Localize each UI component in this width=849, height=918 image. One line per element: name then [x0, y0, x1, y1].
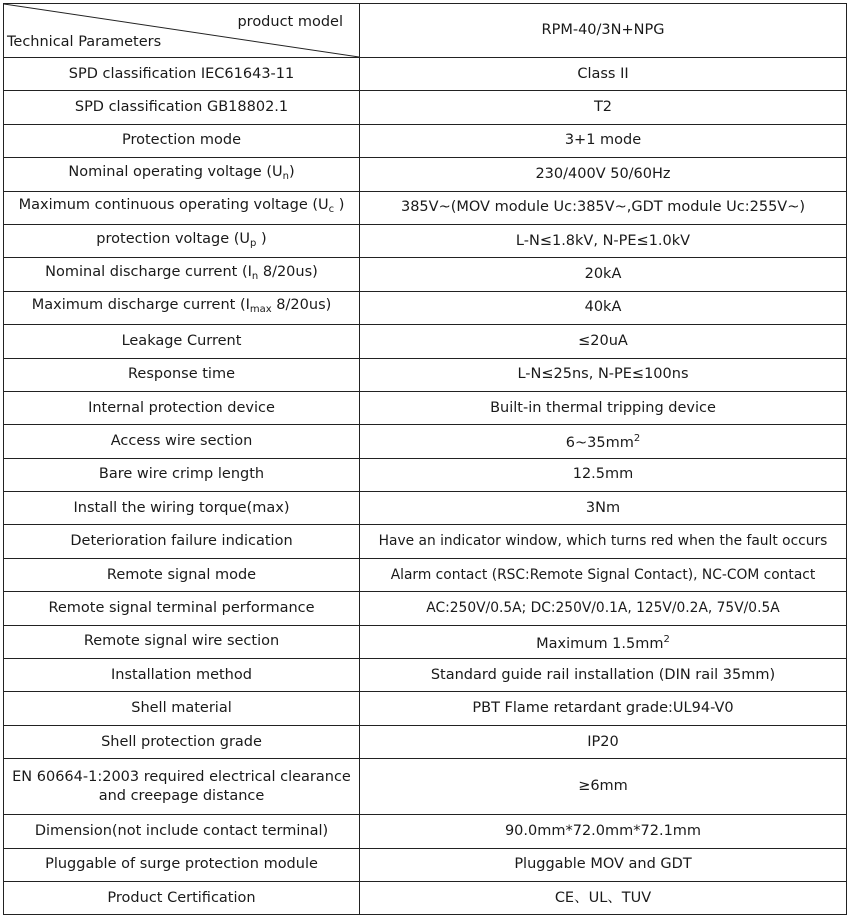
table-row — [4, 258, 847, 291]
param-cell — [4, 258, 360, 291]
table-row — [4, 358, 847, 391]
technical-parameters-label: Technical Parameters — [7, 34, 162, 50]
value-cell: Class II — [360, 58, 847, 91]
param-cell: Install the wiring torque(max) — [4, 492, 360, 525]
table-row — [4, 558, 847, 591]
param-subscript: max — [249, 304, 272, 316]
param-cell: Product Certification — [4, 881, 360, 914]
param-cell: Leakage Current — [4, 325, 360, 358]
value-cell: AC:250V/0.5A; DC:250V/0.1A, 125V/0.2A, 75V/0.5A — [360, 592, 847, 625]
param-text: Maximum discharge current (I — [31, 297, 250, 314]
value-cell: CE、UL、TUV — [360, 881, 847, 914]
value-cell: PBT Flame retardant grade:UL94-V0 — [360, 692, 847, 725]
param-cell — [4, 291, 360, 324]
table-row — [4, 592, 847, 625]
table-row — [4, 815, 847, 848]
value-cell: Standard guide rail installation (DIN rail 35mm) — [360, 659, 847, 692]
value-cell: 3+1 mode — [360, 124, 847, 157]
value-cell: L-N≤1.8kV, N-PE≤1.0kV — [360, 224, 847, 257]
table-row — [4, 848, 847, 881]
model-value: RPM-40/3N+NPG — [360, 4, 847, 58]
value-superscript: 2 — [663, 633, 670, 645]
param-text: Nominal discharge current (I — [45, 264, 252, 281]
value-cell: Pluggable MOV and GDT — [360, 848, 847, 881]
table-row — [4, 425, 847, 458]
value-cell: ≥6mm — [360, 759, 847, 815]
param-cell: Dimension(not include contact terminal) — [4, 815, 360, 848]
param-subscript: p — [250, 237, 257, 249]
param-text: protection voltage (U — [96, 230, 251, 247]
table-row — [4, 58, 847, 91]
table-row — [4, 458, 847, 491]
table-row — [4, 692, 847, 725]
value-cell: 40kA — [360, 291, 847, 324]
param-cell: Internal protection device — [4, 391, 360, 424]
table-row — [4, 158, 847, 191]
table-row — [4, 124, 847, 157]
value-cell — [360, 425, 847, 458]
param-cell: Remote signal mode — [4, 558, 360, 591]
param-cell: Installation method — [4, 659, 360, 692]
value-cell: Built-in thermal tripping device — [360, 391, 847, 424]
param-cell: Bare wire crimp length — [4, 458, 360, 491]
value-cell: Have an indicator window, which turns red when the fault occurs — [360, 525, 847, 558]
param-cell: Shell material — [4, 692, 360, 725]
value-cell: 385V~(MOV module Uc:385V~,GDT module Uc:255V~) — [360, 191, 847, 224]
param-cell: Access wire section — [4, 425, 360, 458]
param-cell: EN 60664-1:2003 required electrical clearance and creepage distance — [4, 759, 360, 815]
value-superscript: 2 — [633, 433, 641, 445]
value-cell: ≤20uA — [360, 325, 847, 358]
value-cell — [360, 625, 847, 658]
param-text: Maximum continuous operating voltage (U — [18, 197, 329, 214]
param-cell: Shell protection grade — [4, 725, 360, 758]
value-cell: 20kA — [360, 258, 847, 291]
table-row — [4, 759, 847, 815]
product-model-label: product model — [237, 14, 343, 30]
param-text: 8/20us) — [271, 297, 332, 314]
table-row — [4, 191, 847, 224]
param-subscript: c — [328, 204, 335, 216]
param-subscript: n — [251, 271, 259, 283]
param-text: ) — [288, 163, 295, 180]
param-cell — [4, 158, 360, 191]
value-text: Maximum 1.5mm — [536, 635, 664, 652]
spec-table — [3, 3, 847, 915]
param-cell: Deterioration failure indication — [4, 525, 360, 558]
table-row — [4, 325, 847, 358]
value-cell: 12.5mm — [360, 458, 847, 491]
header-row — [4, 4, 847, 58]
param-cell: Protection mode — [4, 124, 360, 157]
table-row — [4, 659, 847, 692]
param-text: ) — [334, 197, 345, 214]
param-text: ) — [256, 230, 267, 247]
param-cell — [4, 224, 360, 257]
param-cell: Remote signal terminal performance — [4, 592, 360, 625]
value-cell: T2 — [360, 91, 847, 124]
value-cell: Alarm contact (RSC:Remote Signal Contact), NC-COM contact — [360, 558, 847, 591]
table-row — [4, 881, 847, 914]
table-row — [4, 525, 847, 558]
param-cell: SPD classification IEC61643-11 — [4, 58, 360, 91]
param-subscript: n — [282, 170, 289, 182]
table-row — [4, 625, 847, 658]
table-row — [4, 492, 847, 525]
param-cell — [4, 191, 360, 224]
param-cell: Remote signal wire section — [4, 625, 360, 658]
value-cell: IP20 — [360, 725, 847, 758]
value-cell: 3Nm — [360, 492, 847, 525]
param-cell: Pluggable of surge protection module — [4, 848, 360, 881]
table-row — [4, 224, 847, 257]
param-cell: Response time — [4, 358, 360, 391]
value-cell: 230/400V 50/60Hz — [360, 158, 847, 191]
value-cell: L-N≤25ns, N-PE≤100ns — [360, 358, 847, 391]
header-diagonal-cell — [4, 4, 360, 58]
param-text: 8/20us) — [258, 264, 318, 281]
table-row — [4, 391, 847, 424]
param-text: Nominal operating voltage (U — [68, 163, 283, 180]
param-cell: SPD classification GB18802.1 — [4, 91, 360, 124]
table-row — [4, 91, 847, 124]
value-cell: 90.0mm*72.0mm*72.1mm — [360, 815, 847, 848]
table-row — [4, 725, 847, 758]
value-text: 6~35mm — [565, 435, 634, 452]
table-row — [4, 291, 847, 324]
